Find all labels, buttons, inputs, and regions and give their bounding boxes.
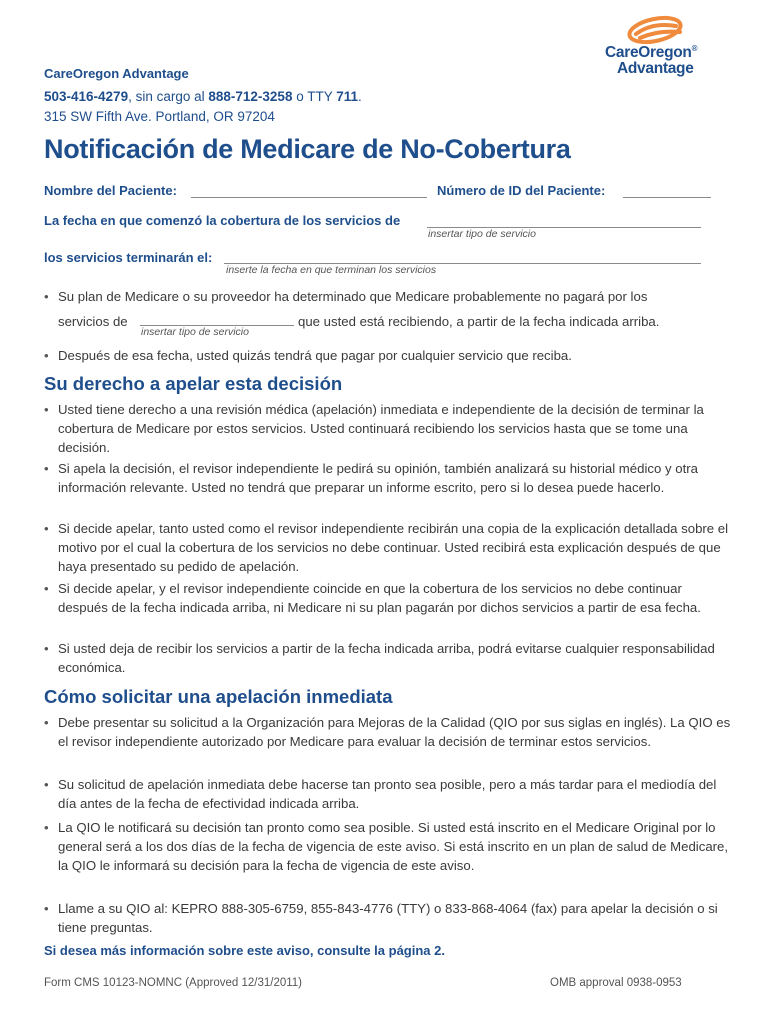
phone-free[interactable]: 888-712-3258 <box>208 89 293 104</box>
end-date-hint: inserte la fecha en que terminan los servicios <box>226 264 437 276</box>
rights-bullet-4: • Si decide apelar, y el revisor independiente coincide en que la cobertura de los servicios no debe continuar después de la fecha indicada arriba, ni Medicare ni su plan pagarán por dichos servicios a partir de esa fecha. <box>44 579 734 617</box>
patient-name-label: Nombre del Paciente: <box>44 183 177 198</box>
service-type-hint: insertar tipo de servicio <box>428 228 536 240</box>
tty-number[interactable]: 711 <box>336 89 359 104</box>
org-name: CareOregon Advantage <box>44 66 189 81</box>
services-end-label: los servicios terminarán el: <box>44 250 213 265</box>
phone-main[interactable]: 503-416-4279 <box>44 89 129 104</box>
tty-label: o TTY <box>292 89 337 104</box>
how-bullet-1: • Debe presentar su solicitud a la Organización para Mejoras de la Calidad (QIO por sus siglas en inglés). La QIO es el revisor independiente autorizado por Medicare para evaluar la decisión de terminar estos servicios. <box>44 713 734 751</box>
intro-bullet-1-line1: Su plan de Medicare o su proveedor ha determinado que Medicare probablemente no pagará por los <box>58 289 648 304</box>
intro-bullet-1 <box>44 287 734 306</box>
patient-name-field[interactable] <box>191 197 427 198</box>
intro-bullet-2: • Después de esa fecha, usted quizás tendrá que pagar por cualquier servicio que reciba. <box>44 346 734 365</box>
omb-approval: OMB approval 0938-0953 <box>550 977 682 989</box>
how-bullet-3: • La QIO le notificará su decisión tan pronto como sea posible. Si usted está inscrito en el Medicare Original por lo general será a los dos días de la fecha de vigencia de este aviso. Si está inscrito en un plan de salud de Medicare, la QIO le informará su decisión para la fecha de vigencia de este aviso. <box>44 818 734 875</box>
rights-bullet-1: • Usted tiene derecho a una revisión médica (apelación) inmediata e independiente de la decisión de terminar la cobertura de Medicare por estos servicios. Usted continuará recibiendo los servicios hasta que se tome una decisión. <box>44 400 734 457</box>
page-title: Notificación de Medicare de No-Cobertura <box>44 134 571 164</box>
patient-id-field[interactable] <box>623 197 711 198</box>
more-info-note: Si desea más información sobre este aviso, consulte la página 2. <box>44 943 445 958</box>
phone-line <box>44 89 362 104</box>
rights-bullet-2: • Si apela la decisión, el revisor independiente le pedirá su opinión, también analizará su historial médico y otra información relevante. Usted no tendrá que preparar un informe escrito, pero si lo desea puede hacerlo. <box>44 459 734 497</box>
how-heading: Cómo solicitar una apelación inmediata <box>44 686 393 707</box>
rights-bullet-3: • Si decide apelar, tanto usted como el revisor independiente recibirán una copia de la explicación detallada sobre el motivo por el cual la cobertura de los servicios no debe continuar. Usted recibirá esta explicación después de que haya presentado su pedido de apelación. <box>44 519 734 576</box>
how-bullet-2: • Su solicitud de apelación inmediata debe hacerse tan pronto sea posible, pero a más tardar para el mediodía del día antes de la fecha de efectividad indicada arriba. <box>44 775 734 813</box>
intro-service-type-hint: insertar tipo de servicio <box>141 326 249 338</box>
logo-wordmark-line2: Advantage <box>617 60 694 77</box>
phone-end: . <box>358 89 362 104</box>
intro-bullet-1-suffix: que usted está recibiendo, a partir de la fecha indicada arriba. <box>298 314 660 329</box>
intro-bullet-1-prefix: servicios de <box>58 314 128 329</box>
rights-heading: Su derecho a apelar esta decisión <box>44 373 343 394</box>
phone-mid-text: , sin cargo al <box>128 89 209 104</box>
patient-id-label: Número de ID del Paciente: <box>437 183 606 198</box>
how-bullet-4: • Llame a su QIO al: KEPRO 888-305-6759, 855-843-4776 (TTY) o 833-868-4064 (fax) para apelar la decisión o si tiene preguntas. <box>44 899 734 937</box>
logo-wordmark-line1: CareOregon® <box>605 44 698 62</box>
address: 315 SW Fifth Ave. Portland, OR 97204 <box>44 109 275 124</box>
form-id: Form CMS 10123-NOMNC (Approved 12/31/2011) <box>44 977 303 989</box>
rights-bullet-5: • Si usted deja de recibir los servicios a partir de la fecha indicada arriba, podrá evitarse cualquier responsabilidad económica. <box>44 639 734 677</box>
coverage-start-label: La fecha en que comenzó la cobertura de los servicios de <box>44 213 401 228</box>
